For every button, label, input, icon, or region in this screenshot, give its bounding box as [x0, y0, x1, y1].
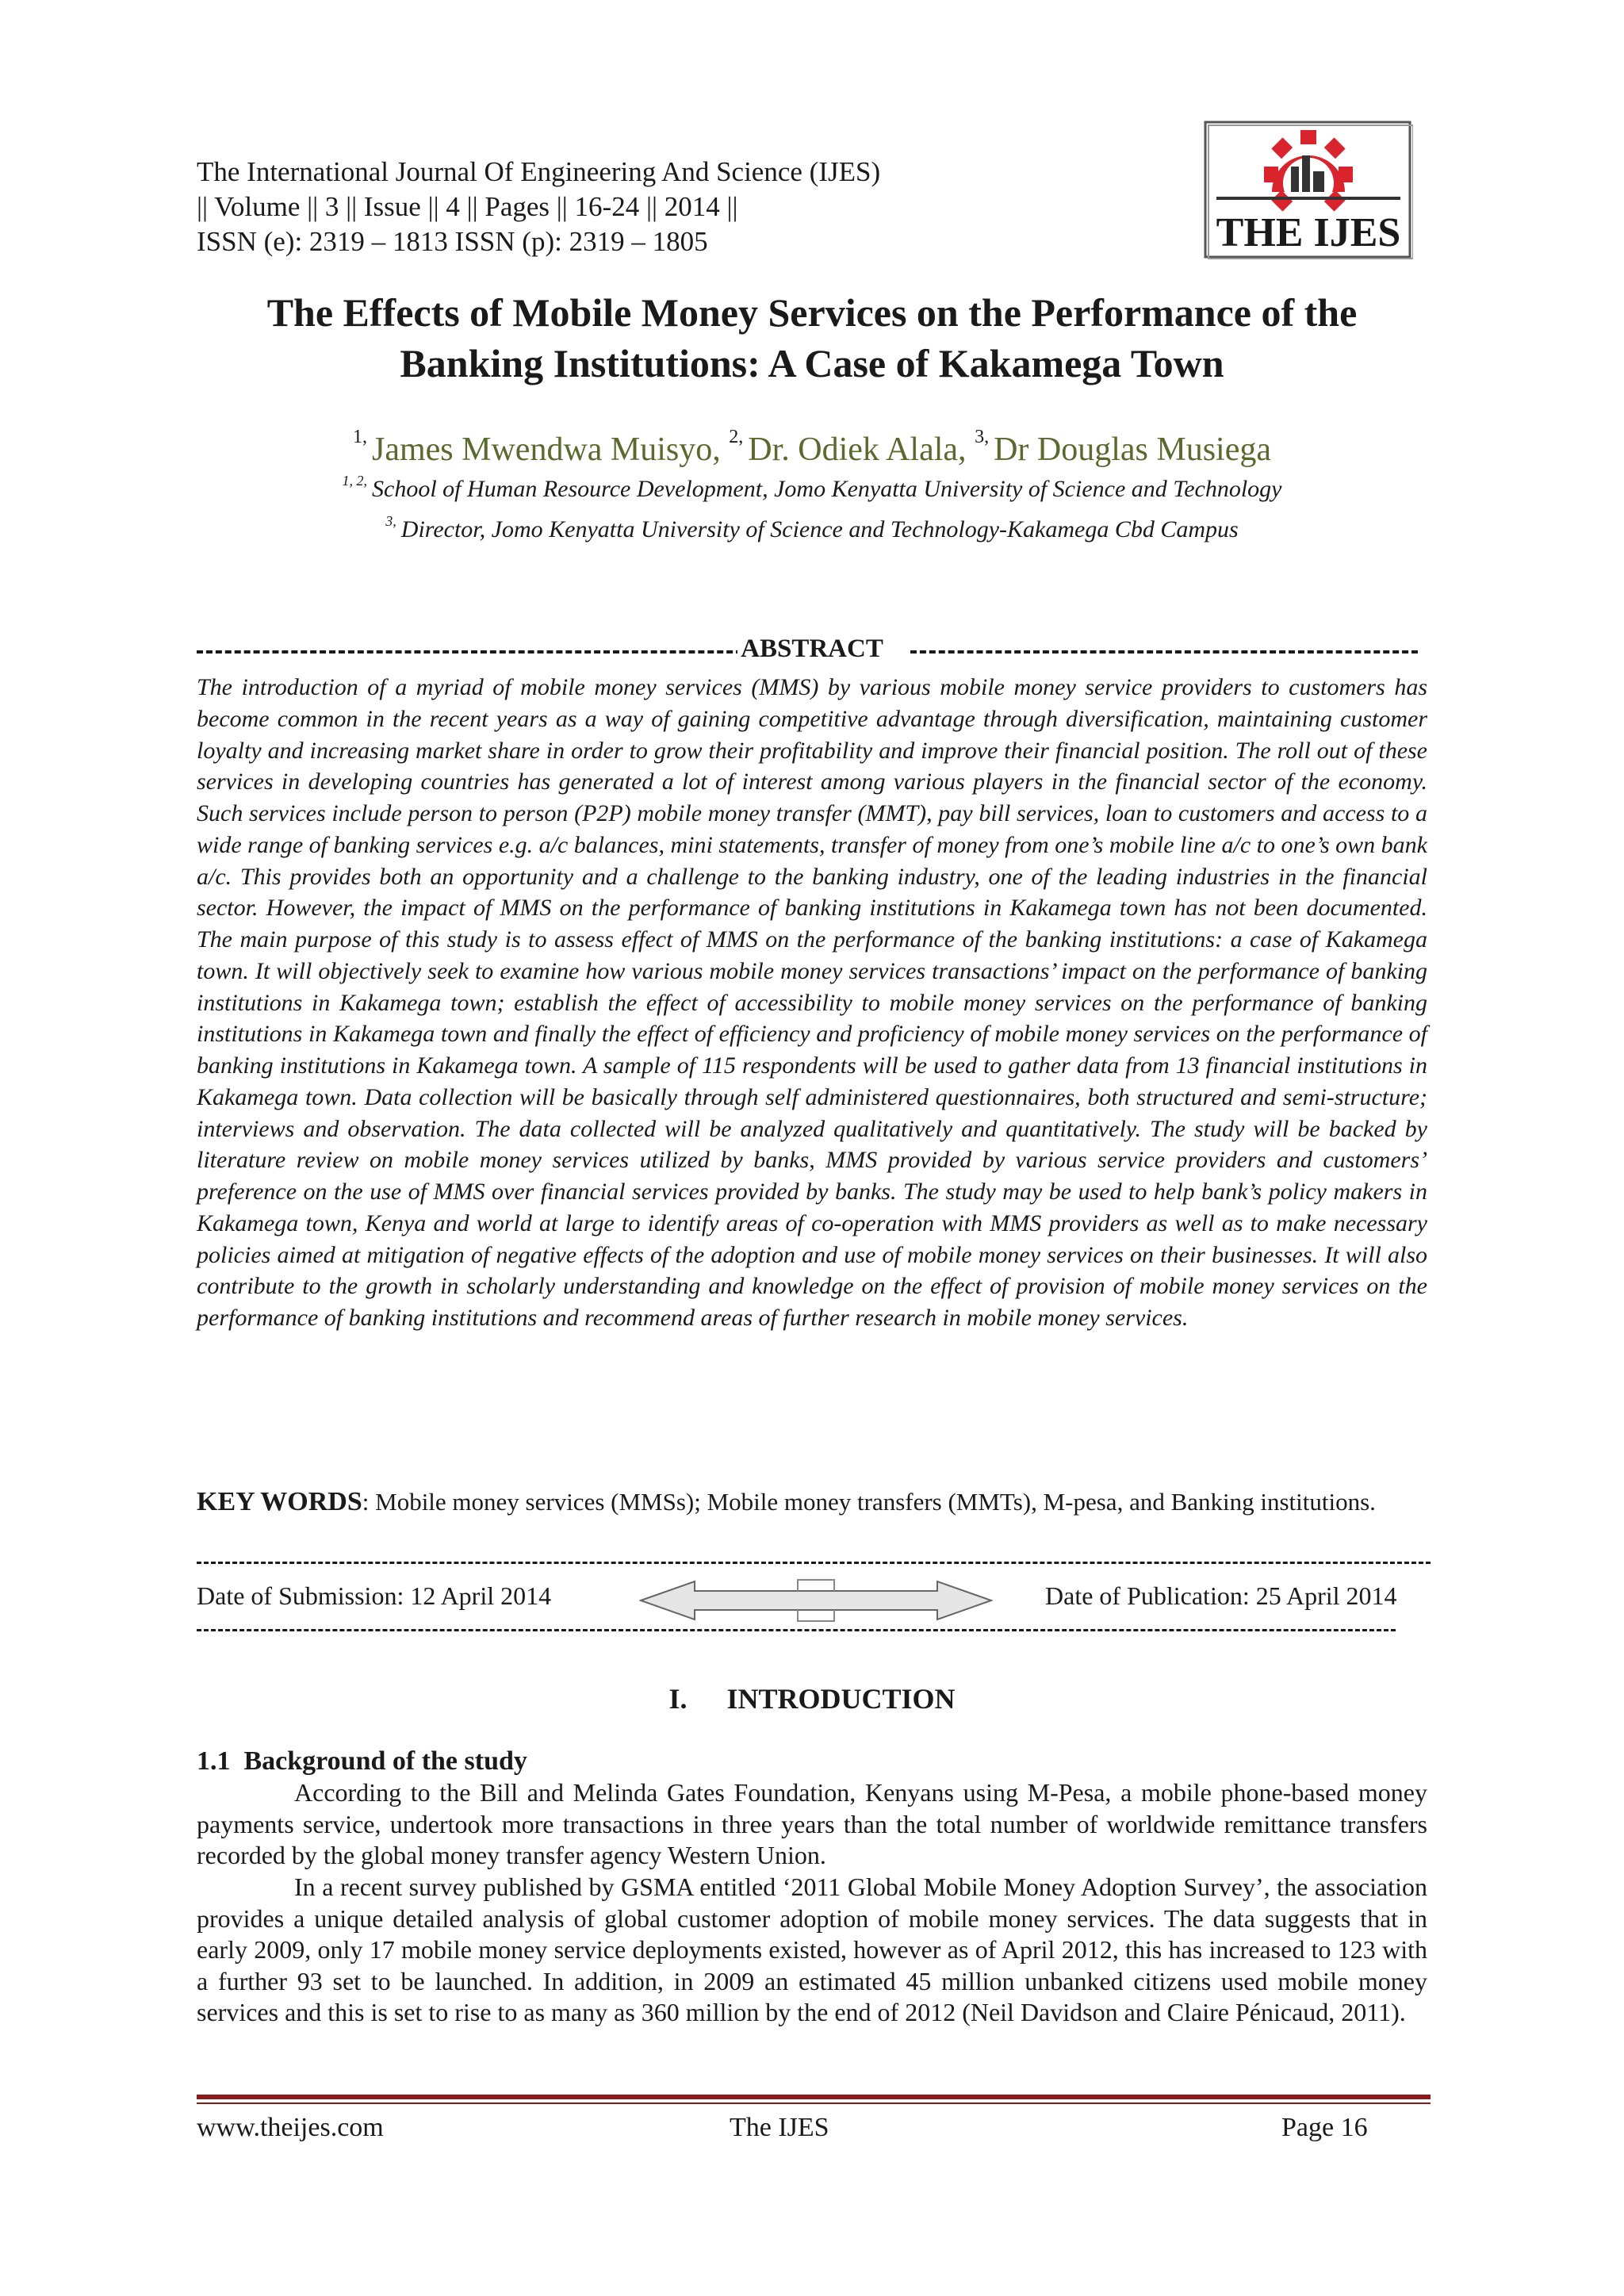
keywords — [197, 1486, 1427, 1518]
submission-date: Date of Submission: 12 April 2014 — [197, 1581, 552, 1610]
footer-journal: The IJES — [730, 2113, 829, 2142]
keywords-label: KEY WORDS — [197, 1487, 362, 1516]
affiliation-text: School of Human Resource Development, Jomo Kenyatta University of Science and Technology — [372, 476, 1282, 502]
ijes-logo-graphic — [1204, 121, 1413, 259]
affiliation-sup: 1, 2, — [342, 473, 367, 489]
affiliation-line — [159, 505, 1465, 546]
author-name: Dr. Odiek Alala, — [748, 431, 967, 468]
keywords-text: : Mobile money services (MMSs); Mobile money transfers (MMTs), M-pesa, and Banking institutions. — [362, 1488, 1376, 1516]
paragraph-text: In a recent survey published by GSMA entitled ‘2011 Global Mobile Money Adoption Survey’, the association provides a unique detailed analysis of global customer adoption of mobile money services. The data suggests that in early 2009, only 17 mobile money service deployments existed, however as of April 2012, this has increased to 123 with a further 93 set to be launched. In addition, in 2009 an estimated 45 million unbanked citizens used mobile money services and this is set to rise to as many as 360 million by the end of 2012 (Neil Davidson and Claire Pénicaud, 2011). — [197, 1872, 1427, 2026]
author-sup: 2, — [729, 427, 744, 447]
abstract-text: The introduction of a myriad of mobile money services (MMS) by various mobile money service providers to customers has become common in the recent years as a way of gaining competitive advantage through diversification, maintaining customer loyalty and increasing market share in order to grow their profitability and improve their financial position. The roll out of these services in developing countries has generated a lot of interest among various players in the financial sector of the economy. Such services include person to person (P2P) mobile money transfer (MMT), pay bill services, loan to customers and access to a wide range of banking services e.g. a/c balances, mini statements, transfer of money from one’s mobile line a/c to one’s own bank a/c. This provides both an opportunity and a challenge to the banking industry, one of the leading industries in the financial sector. However, the impact of MMS on the performance of banking institutions in Kakamega town has not been documented. The main purpose of this study is to assess effect of MMS on the performance of the banking institutions: a case of Kakamega town. It will objectively seek to examine how various mobile money services transactions’ impact on the performance of banking institutions in Kakamega town; establish the effect of accessibility to mobile money services on the performance of banking institutions in Kakamega town and finally the effect of efficiency and proficiency of mobile money services on the performance of banking institutions in Kakamega town. A sample of 115 respondents will be used to gather data from 13 financial institutions in Kakamega town. Data collection will be basically through self administered questionnaires, both structured and semi-structure; interviews and observation. The data collected will be analyzed qualitatively and quantitatively. The study will be backed by literature review on mobile money services utilized by banks, MMS provided by various service providers and customers’ preference on the use of MMS over financial services provided by banks. The study may be used to help bank’s policy makers in Kakamega town, Kenya and world at large to identify areas of co-operation with MMS providers as well as to make necessary policies aimed at mitigation of negative effects of the adoption and use of mobile money services on their businesses. It will also contribute to the growth in scholarly understanding and knowledge on the effect of provision of mobile money services on the performance of banking institutions and recommend areas of further research in mobile money services. — [197, 674, 1427, 1331]
footer-page-number: Page 16 — [1281, 2113, 1368, 2142]
dashed-divider — [197, 1629, 1396, 1631]
footer-rule — [197, 2095, 1431, 2099]
author-name: Dr Douglas Musiega — [994, 431, 1272, 468]
journal-name: The International Journal Of Engineering And Science (IJES) — [197, 156, 881, 187]
author-sup: 1, — [352, 427, 367, 447]
section-heading — [159, 1681, 1465, 1716]
logo-text: THE IJES — [1216, 210, 1401, 255]
author-list — [159, 416, 1465, 471]
paragraph-text: According to the Bill and Melinda Gates Foundation, Kenyans using M-Pesa, a mobile phone-based money payments service, undertook more transactions in three years than the total number of worldwide remittance transfers recorded by the global money transfer agency Western Union. — [197, 1778, 1427, 1869]
double-arrow-icon — [639, 1578, 993, 1623]
journal-volume: || Volume || 3 || Issue || 4 || Pages || 16-24 || 2014 || — [197, 191, 738, 222]
body-paragraph — [197, 1777, 1427, 1872]
dashed-divider — [197, 1562, 1431, 1564]
body-paragraph — [197, 1872, 1427, 2029]
affiliation-sup: 3, — [385, 513, 396, 529]
subsection-title: Background of the study — [243, 1746, 527, 1776]
affiliation-text: Director, Jomo Kenyatta University of Science and Technology-Kakamega Cbd Campus — [400, 516, 1239, 542]
footer-website: www.theijes.com — [197, 2113, 384, 2142]
subsection-number: 1.1 — [197, 1746, 231, 1776]
journal-issn: ISSN (e): 2319 – 1813 ISSN (p): 2319 – 1805 — [197, 226, 708, 257]
author-name: James Mwendwa Muisyo, — [371, 431, 721, 468]
title-line-1: The Effects of Mobile Money Services on the Performance of the — [266, 290, 1358, 335]
subsection-heading — [197, 1745, 527, 1778]
ijes-logo — [1204, 121, 1413, 259]
publication-date: Date of Publication: 25 April 2014 — [1045, 1581, 1397, 1610]
journal-header — [197, 155, 880, 259]
abstract-heading — [197, 633, 1427, 665]
title-line-2: Banking Institutions: A Case of Kakamega Town — [400, 341, 1224, 385]
footer-rule — [197, 2102, 1431, 2104]
abstract-label: ABSTRACT — [737, 634, 887, 663]
paper-title — [159, 287, 1465, 389]
affiliations — [159, 465, 1465, 546]
section-title: INTRODUCTION — [726, 1683, 956, 1715]
affiliation-line — [159, 465, 1465, 505]
author-sup: 3, — [975, 427, 990, 447]
section-number: I. — [668, 1683, 688, 1715]
